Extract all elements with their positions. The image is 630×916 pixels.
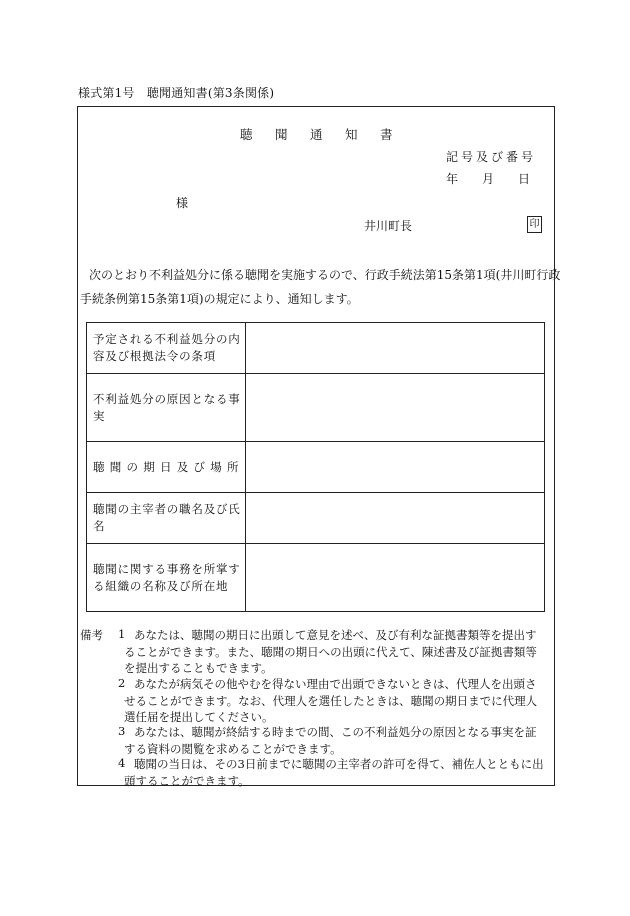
note-number: 2: [118, 676, 126, 690]
row-label: 聴 聞 の 期 日 及 び 場 所: [87, 442, 246, 493]
row-value: [246, 493, 545, 544]
row-value: [246, 323, 545, 374]
form-title: 様式第1号 聴聞通知書(第3条関係): [78, 86, 275, 100]
row-value: [246, 442, 545, 493]
table-row: [87, 493, 545, 544]
date-day: 日: [518, 172, 531, 186]
table-row: [87, 374, 545, 442]
row-label: 聴聞の主宰者の職名及び氏 名: [87, 493, 246, 544]
row-label: 聴聞に関する事務を所掌する組織の名称及び所在地: [87, 544, 246, 612]
intro-line-2: 手続条例第15条第1項)の規定により、通知します。: [80, 292, 359, 306]
note-text: あなたは、聴聞が終結する時までの間、この不利益処分の原因となる事実を証する資料の閲覧を求めることができます。: [124, 725, 537, 756]
row-label: 予定される不利益処分の内容及び根拠法令の条項: [87, 323, 246, 374]
date-year: 年: [446, 172, 459, 186]
reference-number-label: 記号及び番号: [446, 150, 537, 164]
note-text: 聴聞の当日は、その3日前までに聴聞の主宰者の許可を得て、補佐人とともに出頭することができます。: [124, 757, 544, 788]
heading-char: 聴: [240, 127, 253, 142]
note-number: 1: [118, 627, 126, 641]
notes-label: 備考: [80, 628, 103, 642]
document-heading: [240, 125, 415, 143]
heading-char: 知: [345, 127, 358, 142]
addressee-honorific: 様: [176, 196, 189, 210]
heading-char: 聞: [275, 127, 288, 142]
row-value: [246, 374, 545, 442]
table-row: [87, 323, 545, 374]
intro-line-1: 次のとおり不利益処分に係る聴聞を実施するので、行政手続法第15条第1項(井川町行政: [89, 268, 561, 282]
date-line: [446, 170, 554, 187]
note-text: あなたが病気その他やむを得ない理由で出頭できないときは、代理人を出頭させることができます。なお、代理人を選任したときは、聴聞の期日までに代理人選任届を提出してください。: [124, 677, 538, 724]
note-text: あなたは、聴聞の期日に出頭して意見を述べ、及び有利な証拠書類等を提出することができます。また、聴聞の期日への出頭に代えて、陳述書及び証拠書類等を提出することもできます。: [124, 628, 537, 675]
note-number: 3: [118, 724, 126, 738]
note-number: 4: [118, 756, 126, 770]
info-table: [86, 322, 545, 612]
sender-title: 井川町長: [364, 219, 413, 233]
row-value: [246, 544, 545, 612]
date-month: 月: [482, 172, 495, 186]
table-row: [87, 544, 545, 612]
table-row: [87, 442, 545, 493]
heading-char: 書: [380, 127, 393, 142]
row-label: 不利益処分の原因となる事 実: [87, 374, 246, 442]
seal-stamp: 印: [527, 216, 542, 233]
heading-char: 通: [310, 127, 323, 142]
